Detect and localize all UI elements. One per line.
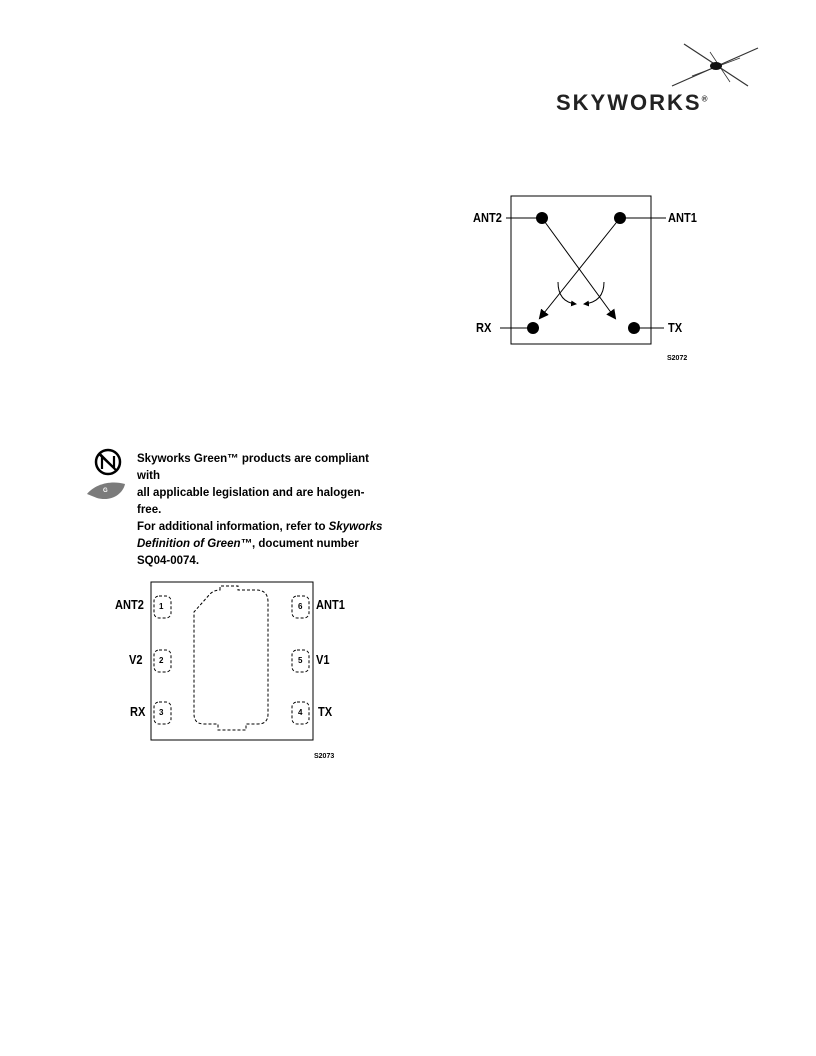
pin-number-1: 1 (159, 602, 164, 611)
pinout-diagram (108, 578, 348, 763)
pin-number-3: 3 (159, 708, 164, 717)
pin-number-6: 6 (298, 602, 303, 611)
pin-label-ant1: ANT1 (316, 597, 345, 612)
green-note-text (137, 451, 387, 570)
ant1-node (614, 212, 626, 224)
green-icons (85, 448, 133, 512)
switch-arrow-right (584, 282, 604, 304)
tx-label: TX (668, 320, 683, 335)
block-diagram-drawing (470, 190, 700, 365)
ant1-label: ANT1 (668, 210, 697, 225)
skyworks-logo-mark (670, 42, 762, 88)
figure-id: S2072 (667, 355, 688, 362)
functional-block-diagram (470, 190, 700, 365)
registered-mark: ® (701, 94, 710, 104)
green-line-3-prefix: For additional information, refer to (137, 521, 329, 533)
ant2-to-tx-path (542, 218, 615, 318)
green-line-1: Skyworks Green™ products are compliant with (137, 453, 369, 482)
pin-label-rx: RX (130, 704, 146, 719)
switch-arrow-left (558, 282, 576, 304)
skyworks-logo (552, 42, 762, 122)
ant1-to-rx-path (540, 218, 620, 318)
pin-number-2: 2 (159, 656, 164, 665)
no-halogen-icon (96, 450, 120, 474)
pin-label-tx: TX (318, 704, 333, 719)
green-line-2: all applicable legislation and are halogen-free. (137, 487, 365, 516)
green-line-4-italic: Definition of Green™ (137, 538, 252, 550)
pin-label-ant2: ANT2 (115, 597, 144, 612)
green-line-3-italic: Skyworks (328, 521, 383, 533)
tx-node (628, 322, 640, 334)
green-line-4-suffix: , document number (252, 538, 359, 550)
leaf-letter: G (103, 488, 108, 494)
pin-label-v1: V1 (316, 652, 330, 667)
green-compliance-note (85, 448, 385, 567)
pinout-figure-id: S2073 (314, 753, 335, 760)
ant2-node (536, 212, 548, 224)
green-line-5: SQ04-0074. (137, 555, 200, 567)
pinout-drawing (108, 578, 348, 763)
rx-label: RX (476, 320, 492, 335)
ant2-label: ANT2 (473, 210, 502, 225)
rx-node (527, 322, 539, 334)
exposed-pad (194, 586, 268, 730)
pin-number-4: 4 (298, 708, 303, 717)
pin-label-v2: V2 (129, 652, 143, 667)
package-outline (151, 582, 313, 740)
logo-wordmark: SKYWORKS (556, 90, 702, 115)
pin-number-5: 5 (298, 656, 303, 665)
